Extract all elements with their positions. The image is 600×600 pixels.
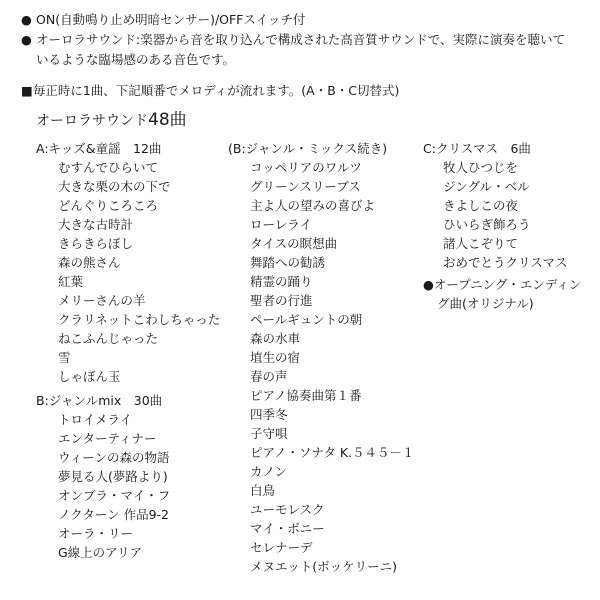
column-a [36,139,220,562]
song-item: G線上のアリア [58,545,143,560]
song-item: どんぐりころころ [58,198,159,213]
song-item: トロイメライ [58,412,133,427]
feature-switch [21,11,305,29]
heading-count: 48曲 [148,110,187,130]
column-c [423,139,568,272]
song-item: むすんでひらいて [58,160,159,175]
opening-ending-note [423,275,581,313]
note-text: 毎正時に1曲、下記順番でメロディが流れます。(A・B・C切替式) [32,83,400,98]
song-item: 大きな古時計 [58,217,134,232]
song-item: ノクターン 作品9-2 [58,507,170,522]
column-b [228,139,415,576]
song-item: 四季冬 [250,407,288,422]
song-item: マイ・ボニー [250,521,325,536]
song-item: 精霊の踊り [250,274,313,289]
feature-aurora-cont [36,51,235,69]
song-item: ピアノ協奏曲第１番 [250,388,362,403]
song-item: 森の熊さん [58,255,121,270]
feature-text: ON(自動鳴り止め明暗センサー)/OFFスイッチ付 [36,12,306,27]
song-item: きよしこの夜 [443,198,519,213]
heading-prefix: オーロラサウンド [36,113,148,129]
song-item: 大きな栗の木の下で [58,179,171,194]
song-item: 主よ人の望みの喜びよ [250,198,376,213]
song-item: 舞踏への勧誘 [250,255,326,270]
song-item: クラリネットこわしちゃった [58,312,221,327]
song-item: きらきらぼし [58,236,134,251]
extra-line-2: グ曲(オリジナル) [437,296,534,311]
schedule-note [21,82,399,100]
extra-line-1: ●オープニング・エンディン [423,277,582,292]
song-item: 雪 [58,350,71,365]
group-label-b: B:ジャンルmix 30曲 [36,393,163,408]
song-item: セレナーデ [250,540,313,555]
group-label-a: A:キッズ&童謡 12曲 [36,141,162,156]
song-item: 埴生の宿 [250,350,301,365]
song-item: タイスの瞑想曲 [250,236,338,251]
song-item: 森の水車 [250,331,301,346]
song-item: オンブラ・マイ・フ [58,488,171,503]
song-item: 牧人ひつじを [443,160,519,175]
song-item: ひいらぎ飾ろう [443,217,531,232]
song-item: しゃぼん玉 [58,369,121,384]
song-item: グリーンスリーブス [250,179,361,194]
song-item: オーラ・リー [58,526,134,541]
song-item: コッペリアのワルツ [250,160,362,175]
feature-bullet: ● [21,12,32,27]
song-item: ペールギュントの朝 [250,312,363,327]
square-bullet: ■ [21,83,33,98]
feature-bullet: ● [21,32,32,47]
song-item: 白鳥 [250,483,276,498]
song-item: 夢見る人(夢路より) [58,469,168,484]
song-item: カノン [250,464,288,479]
song-item: 諸人こぞりて [443,236,519,251]
song-item: メリーさんの羊 [58,293,146,308]
section-heading [36,105,187,130]
song-item: エンターティナー [58,431,157,446]
song-item: 子守唄 [250,426,288,441]
song-item: ジングル・ベル [443,179,530,194]
song-item: おめでとうクリスマス [443,255,568,270]
song-item: ウィーンの森の物語 [58,450,170,465]
song-item: 紅葉 [58,274,84,289]
feature-aurora [21,31,565,49]
song-item: ローレライ [250,217,312,232]
song-item: ピアノ・ソナタ K.５４５－１ [250,445,415,460]
group-label-c: C:クリスマス 6曲 [423,141,531,156]
song-item: メヌエット(ボッケリーニ) [250,559,398,574]
song-item: 聖者の行進 [250,293,313,308]
feature-text-cont: いるような臨場感のある音色です。 [36,52,236,67]
song-item: 春の声 [250,369,288,384]
song-item: ねこふんじゃった [58,331,159,346]
group-label-b-cont: (B:ジャンル・ミックス続き) [228,141,388,156]
song-item: ユーモレスク [250,502,325,517]
feature-text: オーロラサウンド:楽器から音を取り込んで構成された高音質サウンドで、実際に演奏を聴いて [36,32,565,47]
